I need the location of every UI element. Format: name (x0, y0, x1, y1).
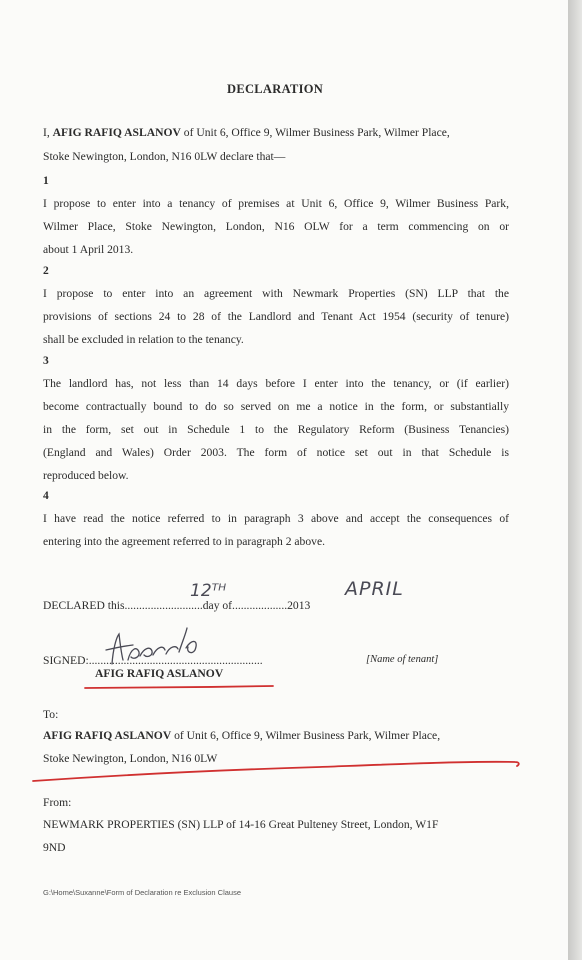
paragraph-number-1: 1 (43, 175, 49, 187)
paragraph-3-line-1: The landlord has, not less than 14 days before I enter into the tenancy, or (if earlier) (43, 377, 509, 390)
paragraph-2-line-2: provisions of sections 24 to 28 of the Landlord and Tenant Act 1954 (security of tenure) (43, 310, 509, 323)
intro-address: of Unit 6, Office 9, Wilmer Business Park, Wilmer Place, (180, 126, 450, 139)
declared-month-dots: ................... (232, 599, 288, 612)
footer-file-path: G:\Home\Suxanne\Form of Declaration re Exclusion Clause (43, 888, 242, 897)
paragraph-1-line-3: about 1 April 2013. (43, 243, 134, 256)
declared-day-dots: ........................... (124, 599, 203, 612)
paragraph-3-line-2: become contractually bound to do so served on me a notice in the form, or substantially (43, 400, 509, 413)
paragraph-3-line-5: reproduced below. (43, 469, 129, 482)
paragraph-number-2: 2 (43, 265, 49, 277)
intro-line-2: Stoke Newington, London, N16 0LW declare that— (43, 150, 286, 163)
to-address: of Unit 6, Office 9, Wilmer Business Park, Wilmer Place, (171, 729, 441, 742)
paragraph-number-3: 3 (43, 355, 49, 367)
signed-tenant-name: AFIG RAFIQ ASLANOV (95, 667, 224, 680)
handwritten-day: 12ᵀᴴ (190, 581, 227, 601)
to-line-2: Stoke Newington, London, N16 0LW (43, 752, 218, 765)
handwritten-signature (106, 628, 196, 664)
from-line-1: NEWMARK PROPERTIES (SN) LLP of 14-16 Great Pulteney Street, London, W1F (43, 818, 439, 831)
from-line-2: 9ND (43, 841, 66, 854)
paragraph-4-line-1: I have read the notice referred to in paragraph 3 above and accept the consequences of (43, 512, 509, 525)
handwritten-month: APRIL (345, 578, 404, 600)
name-of-tenant-label: [Name of tenant] (366, 654, 439, 665)
to-label: To: (43, 708, 59, 721)
paragraph-2-line-1: I propose to enter into an agreement with Newmark Properties (SN) LLP that the (43, 287, 509, 300)
paragraph-1-line-1: I propose to enter into a tenancy of premises at Unit 6, Office 9, Wilmer Business Park, (43, 197, 509, 210)
declarant-name: AFIG RAFIQ ASLANOV (52, 126, 181, 139)
signed-dots: ............................................................ (88, 654, 263, 667)
declared-label: DECLARED this (43, 599, 125, 612)
declared-day-of: day of (202, 599, 233, 612)
intro-prefix: I, (43, 126, 53, 139)
paragraph-number-4: 4 (43, 490, 49, 502)
red-underline-to-address (33, 762, 519, 781)
document-title: DECLARATION (227, 82, 324, 96)
paragraph-2-line-3: shall be excluded in relation to the tenancy. (43, 333, 244, 346)
signed-label: SIGNED: (43, 654, 89, 667)
paragraph-3-line-4: (England and Wales) Order 2003. The form of notice set out in that Schedule is (43, 446, 509, 459)
paragraph-3-line-3: in the form, set out in Schedule 1 to the Regulatory Reform (Business Tenancies) (43, 423, 509, 436)
paragraph-1-line-2: Wilmer Place, Stoke Newington, London, N16 OLW for a term commencing on or (43, 220, 509, 233)
paragraph-4-line-2: entering into the agreement referred to in paragraph 2 above. (43, 535, 325, 548)
declared-year: 2013 (287, 599, 311, 612)
to-name: AFIG RAFIQ ASLANOV (43, 729, 172, 742)
red-underline-signed-name (85, 686, 273, 688)
from-label: From: (43, 796, 72, 809)
page-edge-shadow (568, 0, 582, 960)
